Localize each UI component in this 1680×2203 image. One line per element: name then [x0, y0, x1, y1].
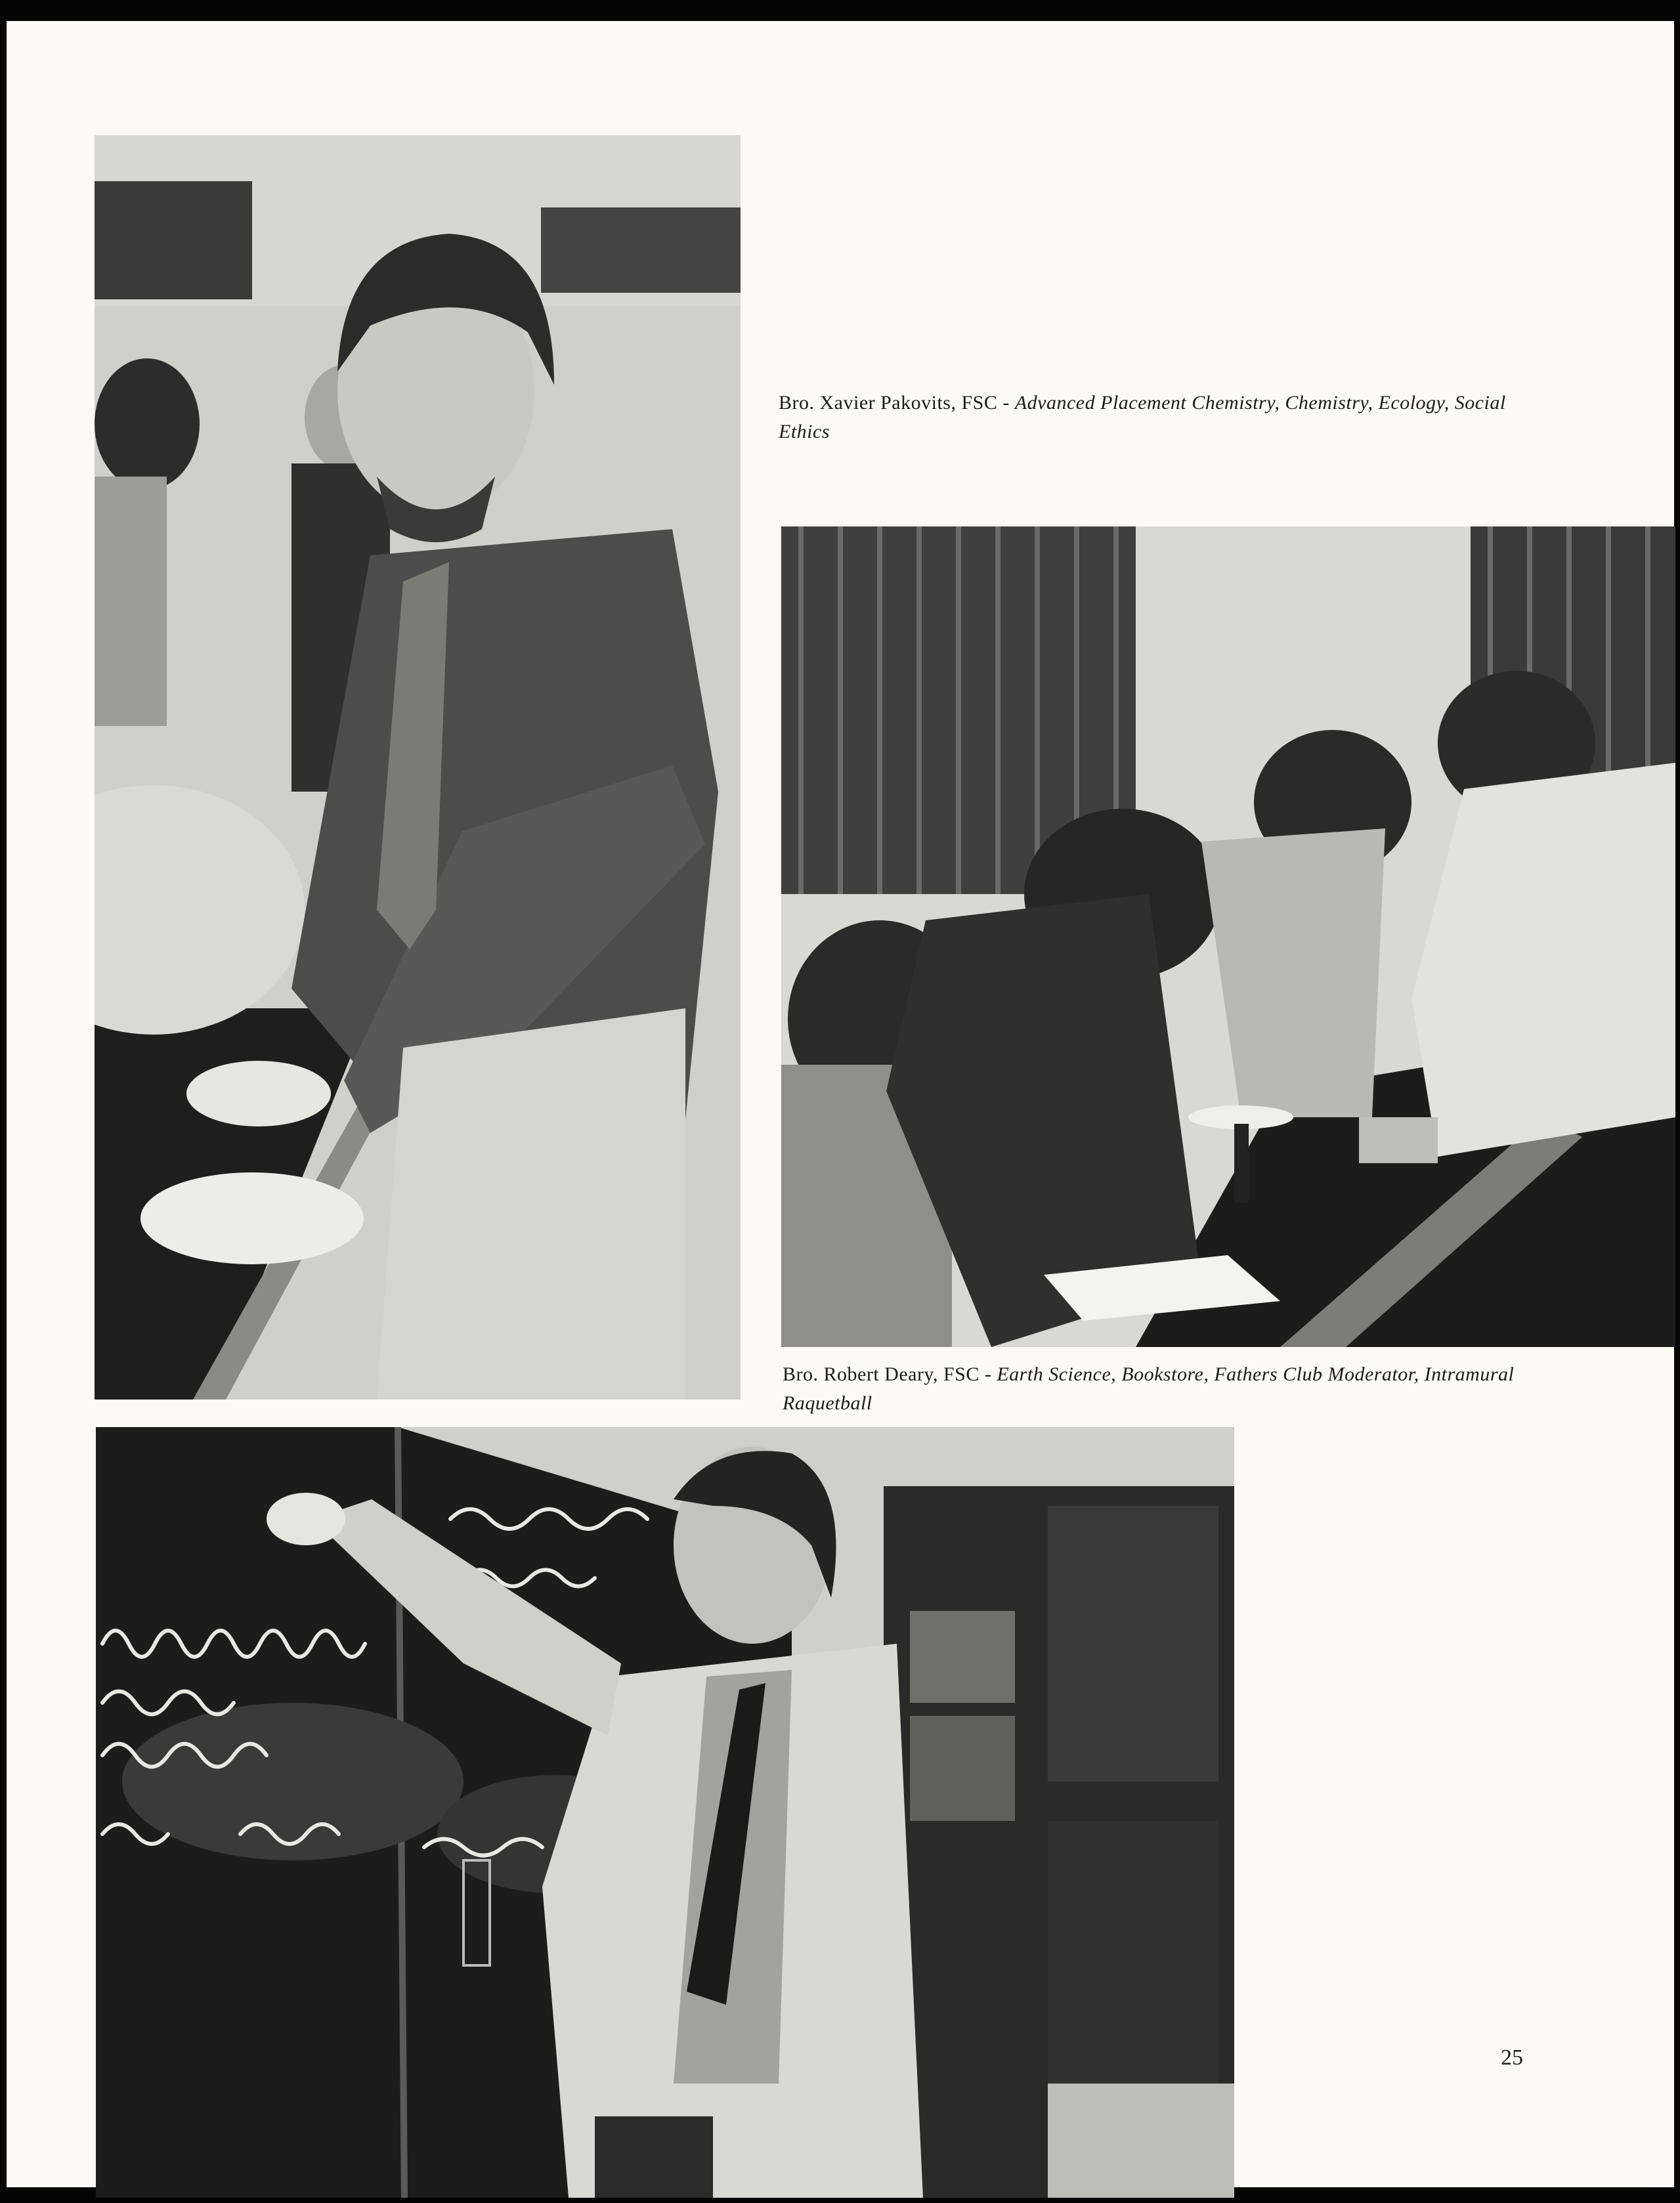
yearbook-page [7, 21, 1674, 2187]
caption-subjects: Earth Science, Bookstore, Fathers Club Moderator, Intramural Raquetball [783, 1363, 1515, 1414]
caption-subjects: Advanced Placement Chemistry, Chemistry, Ecology, Social Ethics [779, 392, 1506, 442]
photo-teacher-chalkboard [96, 1427, 1234, 2198]
caption-deary [783, 1360, 1538, 1418]
photo-teacher-lab-bench [95, 135, 741, 1400]
caption-pakovits [779, 389, 1553, 446]
page-number: 25 [1501, 2045, 1523, 2070]
caption-name: Bro. Xavier Pakovits, FSC - [779, 392, 1015, 414]
caption-name: Bro. Robert Deary, FSC - [783, 1363, 997, 1385]
photo-students-lab-apparatus [781, 526, 1675, 1347]
